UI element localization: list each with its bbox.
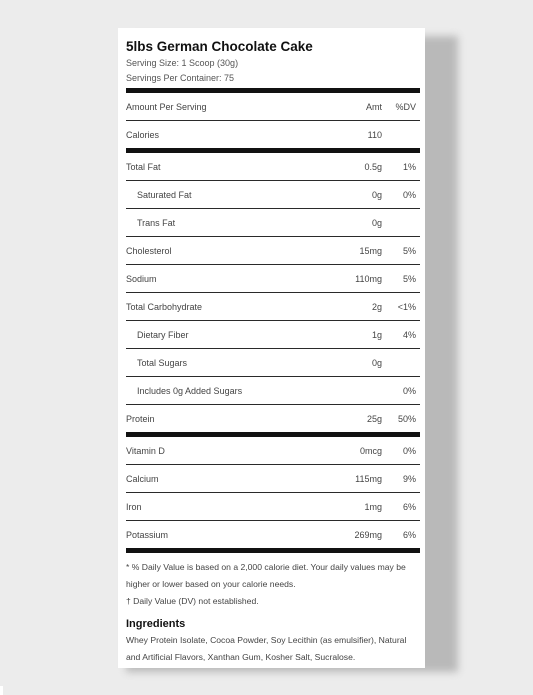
nutrient-daily-value: 0% bbox=[402, 385, 416, 396]
nutrient-amount: 15mg bbox=[359, 245, 382, 256]
nutrient-label: Iron bbox=[126, 501, 142, 512]
product-title: 5lbs German Chocolate Cake bbox=[126, 39, 313, 54]
nutrient-amount: 2g bbox=[371, 301, 382, 312]
nutrient-amount: 0.5g bbox=[364, 161, 382, 172]
nutrient-row bbox=[126, 437, 420, 465]
nutrient-label: Saturated Fat bbox=[137, 189, 192, 200]
nutrient-daily-value: 5% bbox=[402, 273, 416, 284]
nutrient-row bbox=[126, 493, 420, 521]
nutrient-amount: 115mg bbox=[355, 473, 382, 484]
header-amt: Amt bbox=[365, 101, 382, 112]
nutrient-row bbox=[126, 377, 420, 405]
nutrient-amount: 0g bbox=[371, 189, 382, 200]
nutrient-row bbox=[126, 209, 420, 237]
nutrient-label: Cholesterol bbox=[126, 245, 172, 256]
nutrient-row bbox=[126, 521, 420, 548]
dv-not-established-note: † Daily Value (DV) not established. bbox=[126, 596, 259, 606]
nutrient-amount: 110mg bbox=[355, 273, 382, 284]
nutrient-label: Protein bbox=[126, 413, 155, 424]
nutrient-daily-value: 9% bbox=[402, 473, 416, 484]
servings-per-container: Servings Per Container: 75 bbox=[126, 73, 235, 83]
header-dv: %DV bbox=[395, 101, 416, 112]
calories-row bbox=[126, 121, 420, 148]
nutrient-row bbox=[126, 153, 420, 181]
ingredients-title: Ingredients bbox=[126, 618, 186, 630]
nutrient-label: Total Sugars bbox=[137, 357, 188, 368]
nutrient-daily-value: 6% bbox=[402, 501, 416, 512]
nutrient-daily-value: 6% bbox=[402, 529, 416, 540]
nutrient-daily-value: 1% bbox=[402, 161, 416, 172]
nutrient-label: Calcium bbox=[126, 473, 159, 484]
nutrient-label: Sodium bbox=[126, 273, 157, 284]
calories-label: Calories bbox=[126, 129, 160, 140]
nutrient-amount: 1g bbox=[371, 329, 382, 340]
nutrient-label: Dietary Fiber bbox=[137, 329, 189, 340]
nutrient-amount: 0mcg bbox=[359, 445, 382, 456]
serving-size: Serving Size: 1 Scoop (30g) bbox=[126, 58, 239, 68]
nutrient-label: Trans Fat bbox=[137, 217, 176, 228]
nutrition-facts-content bbox=[126, 28, 420, 666]
nutrient-label: Vitamin D bbox=[126, 445, 165, 456]
nutrient-rows-vitamins bbox=[126, 437, 420, 548]
nutrient-label: Total Carbohydrate bbox=[126, 301, 203, 312]
nutrient-label: Total Fat bbox=[126, 161, 161, 172]
nutrient-row bbox=[126, 237, 420, 265]
nutrient-daily-value: 5% bbox=[402, 245, 416, 256]
nutrient-rows-main bbox=[126, 153, 420, 432]
nutrient-daily-value: 0% bbox=[402, 189, 416, 200]
nutrient-row bbox=[126, 321, 420, 349]
nutrient-label: Potassium bbox=[126, 529, 169, 540]
nutrient-row bbox=[126, 293, 420, 321]
nutrient-row bbox=[126, 181, 420, 209]
thick-divider bbox=[126, 548, 420, 553]
nutrient-amount: 25g bbox=[366, 413, 382, 424]
corner-mark bbox=[0, 686, 3, 695]
nutrient-row bbox=[126, 465, 420, 493]
nutrient-row bbox=[126, 405, 420, 432]
nutrient-amount: 0g bbox=[371, 357, 382, 368]
nutrient-amount: 1mg bbox=[364, 501, 382, 512]
header-label: Amount Per Serving bbox=[126, 101, 207, 112]
nutrient-row bbox=[126, 265, 420, 293]
nutrient-amount: 269mg bbox=[354, 529, 382, 540]
ingredients-text: Whey Protein Isolate, Cocoa Powder, Soy Lecithin (as emulsifier), Natural and Artificial Flavors, Xanthan Gum, Kosher Salt, Sucralose. bbox=[126, 635, 407, 662]
nutrition-facts-panel bbox=[118, 28, 425, 668]
calories-amt: 110 bbox=[367, 129, 382, 140]
nutrient-amount: 0g bbox=[371, 217, 382, 228]
daily-value-footnote: * % Daily Value is based on a 2,000 calorie diet. Your daily values may be higher or lower based on your calorie needs. bbox=[126, 562, 406, 589]
nutrient-daily-value: <1% bbox=[397, 301, 416, 312]
nutrient-row bbox=[126, 349, 420, 377]
nutrient-label: Includes 0g Added Sugars bbox=[137, 385, 243, 396]
nutrient-daily-value: 50% bbox=[397, 413, 416, 424]
header-row bbox=[126, 93, 420, 121]
nutrient-daily-value: 4% bbox=[402, 329, 416, 340]
nutrient-daily-value: 0% bbox=[402, 445, 416, 456]
